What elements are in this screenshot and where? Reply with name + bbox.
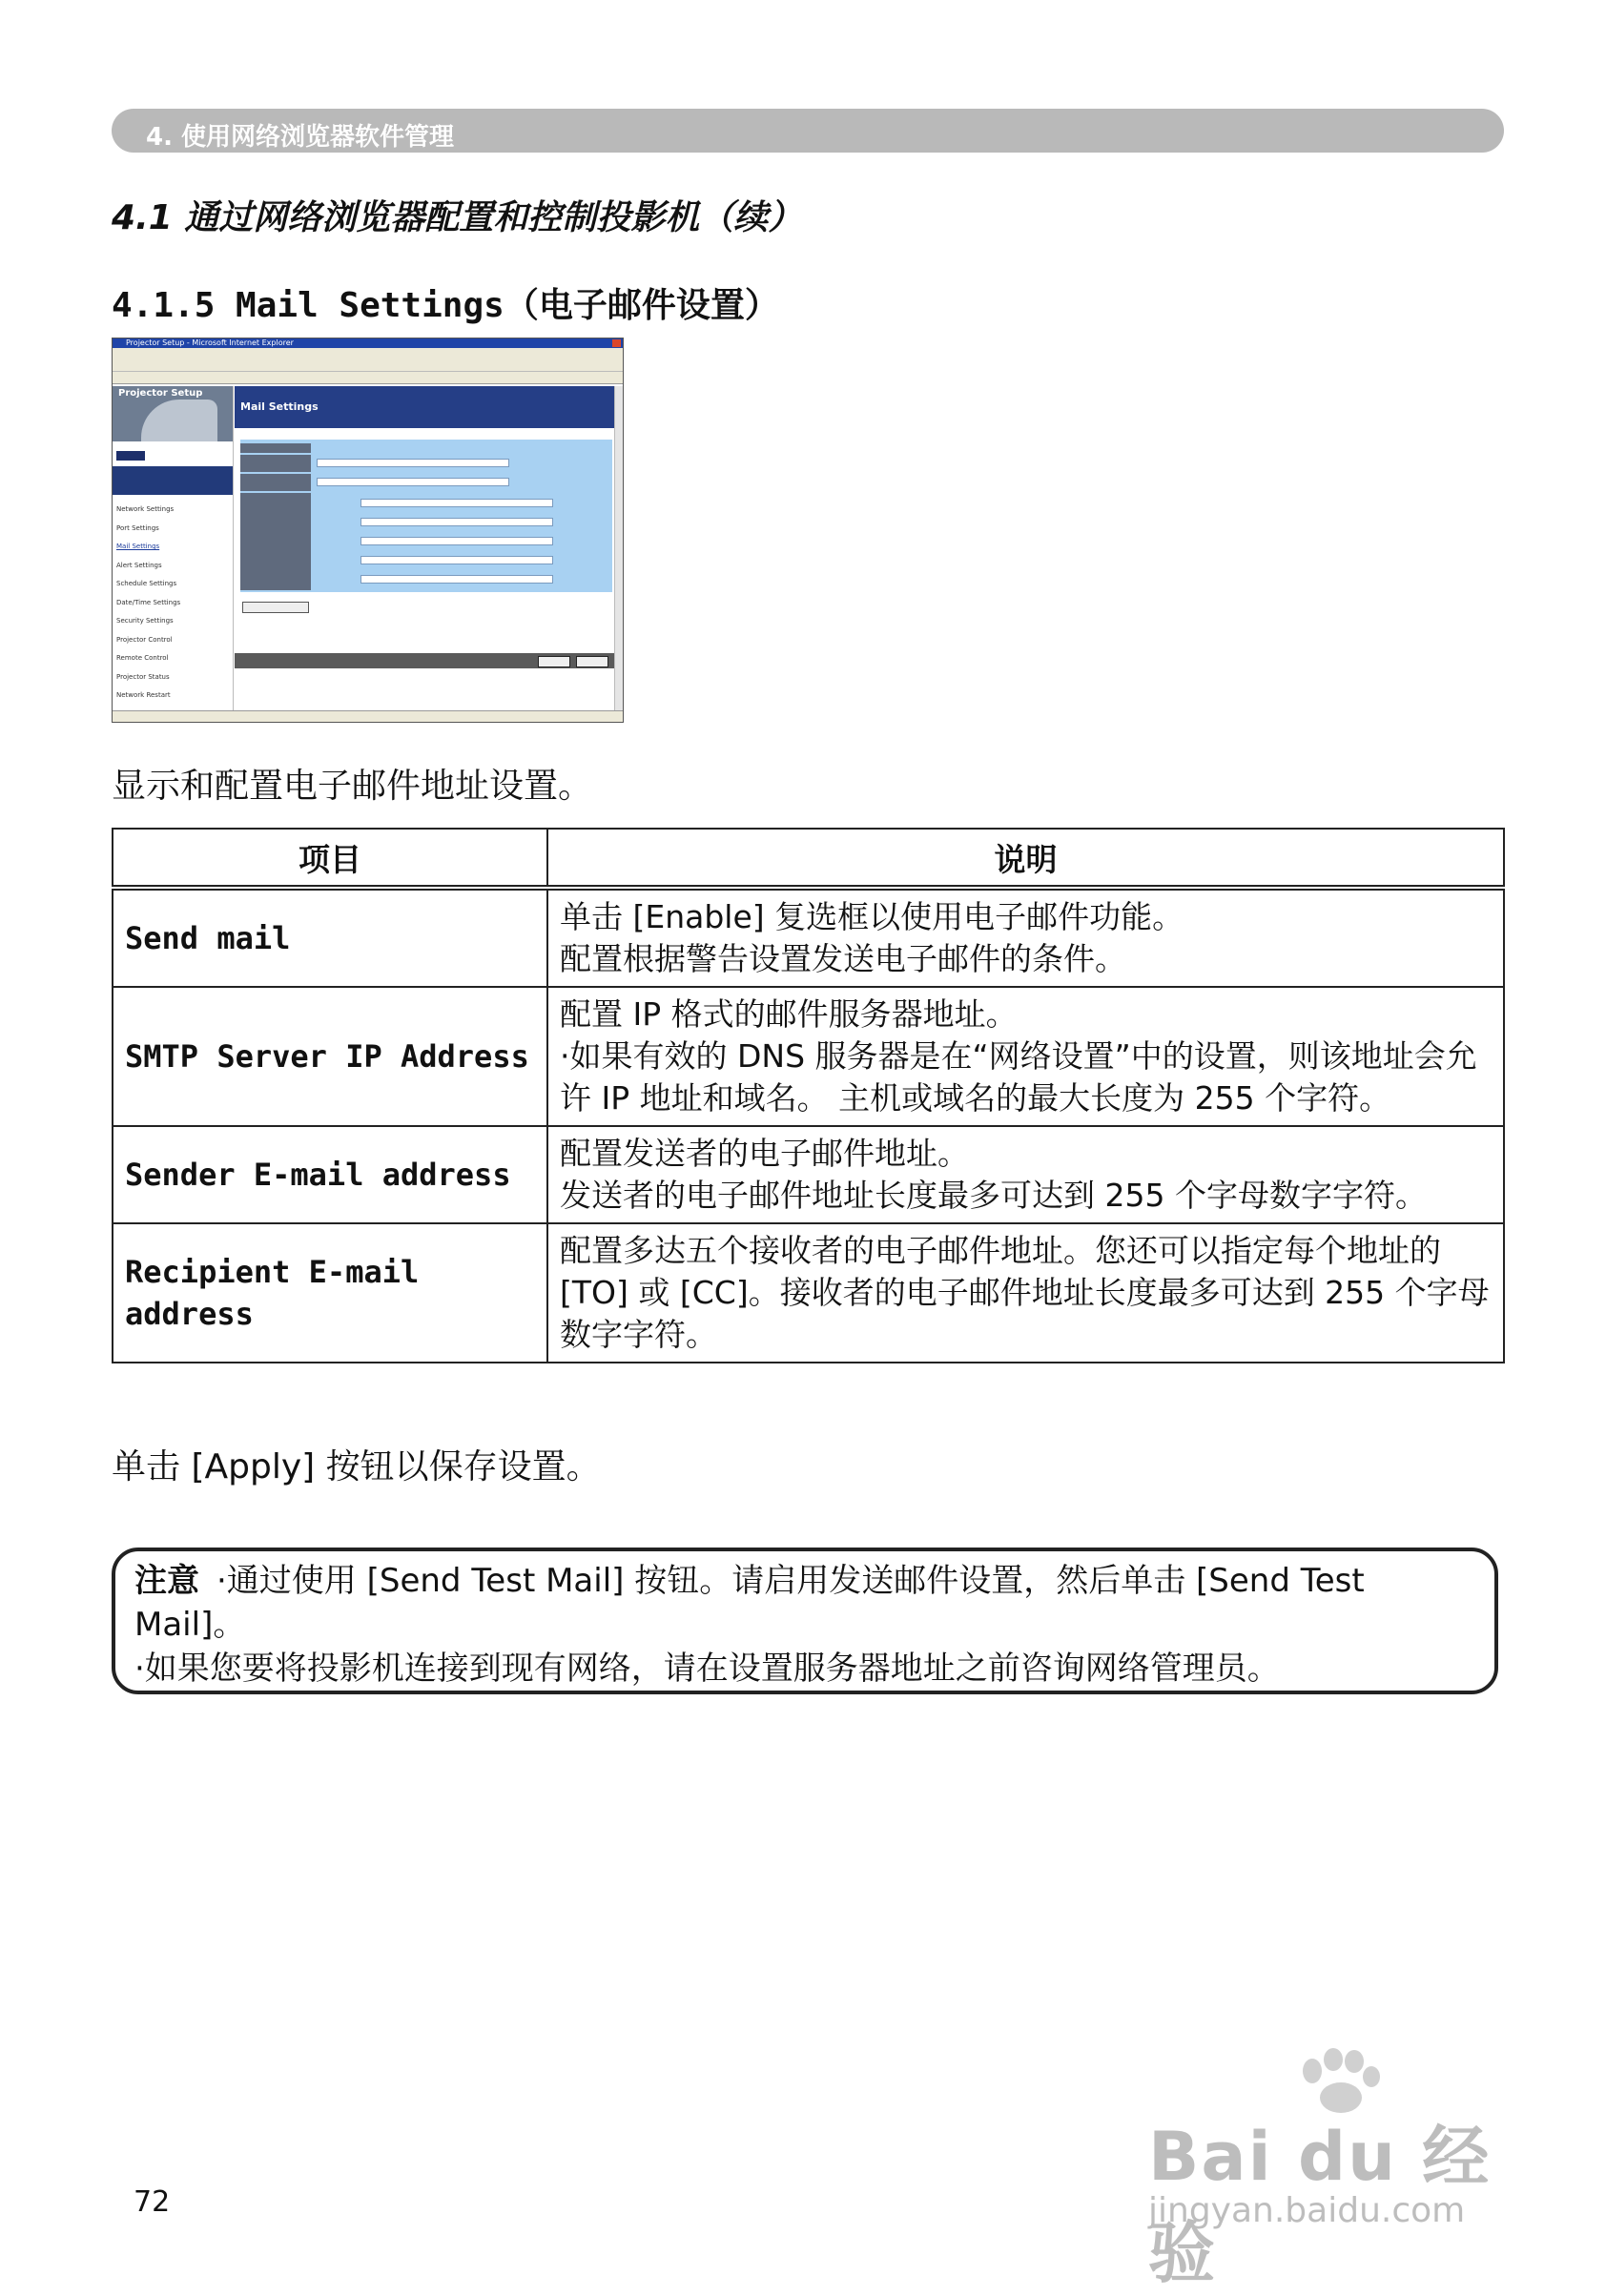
projector-setup-logo: Projector Setup	[113, 386, 233, 441]
mail-settings-form	[240, 440, 612, 592]
form-label-cell	[240, 474, 311, 491]
desc-line: 发送者的电子邮件地址长度最多可达到 255 个字母数字字符。	[560, 1177, 1427, 1214]
form-label-cell	[240, 455, 311, 472]
watermark-brand: Bai du 经验	[1148, 2118, 1492, 2292]
section-label: 4. 使用网络浏览器软件管理	[146, 123, 455, 152]
desc-line: 配置根据警告设置发送电子邮件的条件。	[560, 940, 1126, 977]
row-item: Recipient E-mail address	[113, 1223, 547, 1363]
row-item: Send mail	[113, 888, 547, 987]
screenshot-left-nav	[113, 386, 234, 710]
apply-instruction: 单击 [Apply] 按钮以保存设置。	[112, 1447, 601, 1486]
screenshot-titlebar	[113, 338, 623, 348]
nav-item: Remote Control	[116, 654, 169, 662]
desc-line: 配置发送者的电子邮件地址。	[560, 1135, 969, 1172]
section-header-bar	[112, 109, 1504, 153]
screenshot-addressbar	[113, 372, 623, 384]
recipient-field	[360, 518, 553, 526]
row-desc	[547, 1223, 1504, 1363]
recipient-field	[360, 575, 553, 584]
browser-screenshot	[112, 338, 624, 723]
form-label-cell	[240, 493, 311, 590]
nav-section-heading	[113, 466, 233, 495]
nav-item: Port Settings	[116, 523, 159, 532]
table-row	[113, 987, 1504, 1126]
desc-line: ·如果有效的 DNS 服务器是在“网络设置”中的设置，则该地址会允许 IP 地址和域名。 主机或域名的最大长度为 255 个字符。	[560, 1037, 1477, 1117]
section-subtitle	[112, 278, 779, 327]
form-label-cell	[240, 443, 311, 453]
table-header-item: 项目	[113, 829, 547, 888]
subtitle-code: 4.1.5 Mail Settings	[112, 286, 504, 325]
desc-line: 配置 IP 格式的邮件服务器地址。	[560, 995, 1018, 1033]
note-text-1: ·通过使用 [Send Test Mail] 按钮。请启用发送邮件设置，然后单击 [Send Test Mail]。	[134, 1562, 1365, 1644]
table-header-row	[113, 829, 1504, 888]
row-item: SMTP Server IP Address	[113, 987, 547, 1126]
note-line-1	[134, 1559, 1475, 1647]
desc-line: 单击 [Enable] 复选框以使用电子邮件功能。	[560, 898, 1184, 935]
page-title: 4.1 通过网络浏览器配置和控制投影机（续）	[112, 198, 803, 237]
row-desc	[547, 987, 1504, 1126]
row-item: Sender E-mail address	[113, 1126, 547, 1223]
row-desc	[547, 1126, 1504, 1223]
nav-item: Schedule Settings	[116, 580, 177, 587]
apply-button	[538, 656, 570, 667]
screenshot-window-title: Projector Setup - Microsoft Internet Explorer	[126, 338, 294, 347]
nav-item: Projector Control	[116, 635, 173, 644]
baidu-watermark	[1148, 2048, 1520, 2292]
screenshot-main-panel	[235, 386, 618, 710]
send-test-mail-button	[242, 602, 309, 613]
note-box	[112, 1548, 1498, 1694]
table-row	[113, 1223, 1504, 1363]
screenshot-statusbar	[113, 710, 623, 722]
nav-item: Network Restart	[116, 691, 171, 699]
mail-settings-heading: Mail Settings	[235, 386, 618, 428]
recipient-field	[360, 499, 553, 507]
nav-item: Date/Time Settings	[116, 598, 181, 606]
watermark-url: jingyan.baidu.com	[1148, 2191, 1466, 2230]
nav-item-selected: Mail Settings	[116, 543, 160, 550]
screenshot-menubar	[113, 348, 623, 358]
recipient-field	[360, 537, 553, 545]
recipient-field	[360, 556, 553, 564]
settings-table	[112, 828, 1505, 1363]
subtitle-cn: （电子邮件设置）	[504, 286, 779, 325]
nav-item: Alert Settings	[116, 561, 162, 569]
nav-item: Security Settings	[116, 617, 174, 625]
logout-button	[116, 451, 145, 461]
vertical-scrollbar	[614, 386, 623, 710]
row-desc	[547, 888, 1504, 987]
smtp-field	[317, 459, 509, 467]
screenshot-toolbar	[113, 358, 623, 372]
page-number: 72	[134, 2185, 171, 2219]
apply-bar	[235, 653, 618, 668]
nav-item: Network Settings	[116, 505, 175, 513]
sender-field	[317, 478, 509, 486]
description-text: 显示和配置电子邮件地址设置。	[112, 767, 593, 806]
nav-item: Projector Status	[116, 672, 170, 681]
table-row	[113, 888, 1504, 987]
note-text-2: ·如果您要将投影机连接到现有网络，请在设置服务器地址之前咨询网络管理员。	[134, 1650, 1280, 1688]
table-row	[113, 1126, 1504, 1223]
reset-button	[576, 656, 608, 667]
desc-line: 配置多达五个接收者的电子邮件地址。您还可以指定每个地址的 [TO] 或 [CC]。接收者的电子邮件地址长度最多可达到 255 个字母数字字符。	[560, 1232, 1490, 1353]
note-label: 注意	[134, 1562, 199, 1600]
nav-list	[116, 501, 231, 706]
table-header-desc: 说明	[547, 829, 1504, 888]
close-icon	[612, 339, 621, 347]
